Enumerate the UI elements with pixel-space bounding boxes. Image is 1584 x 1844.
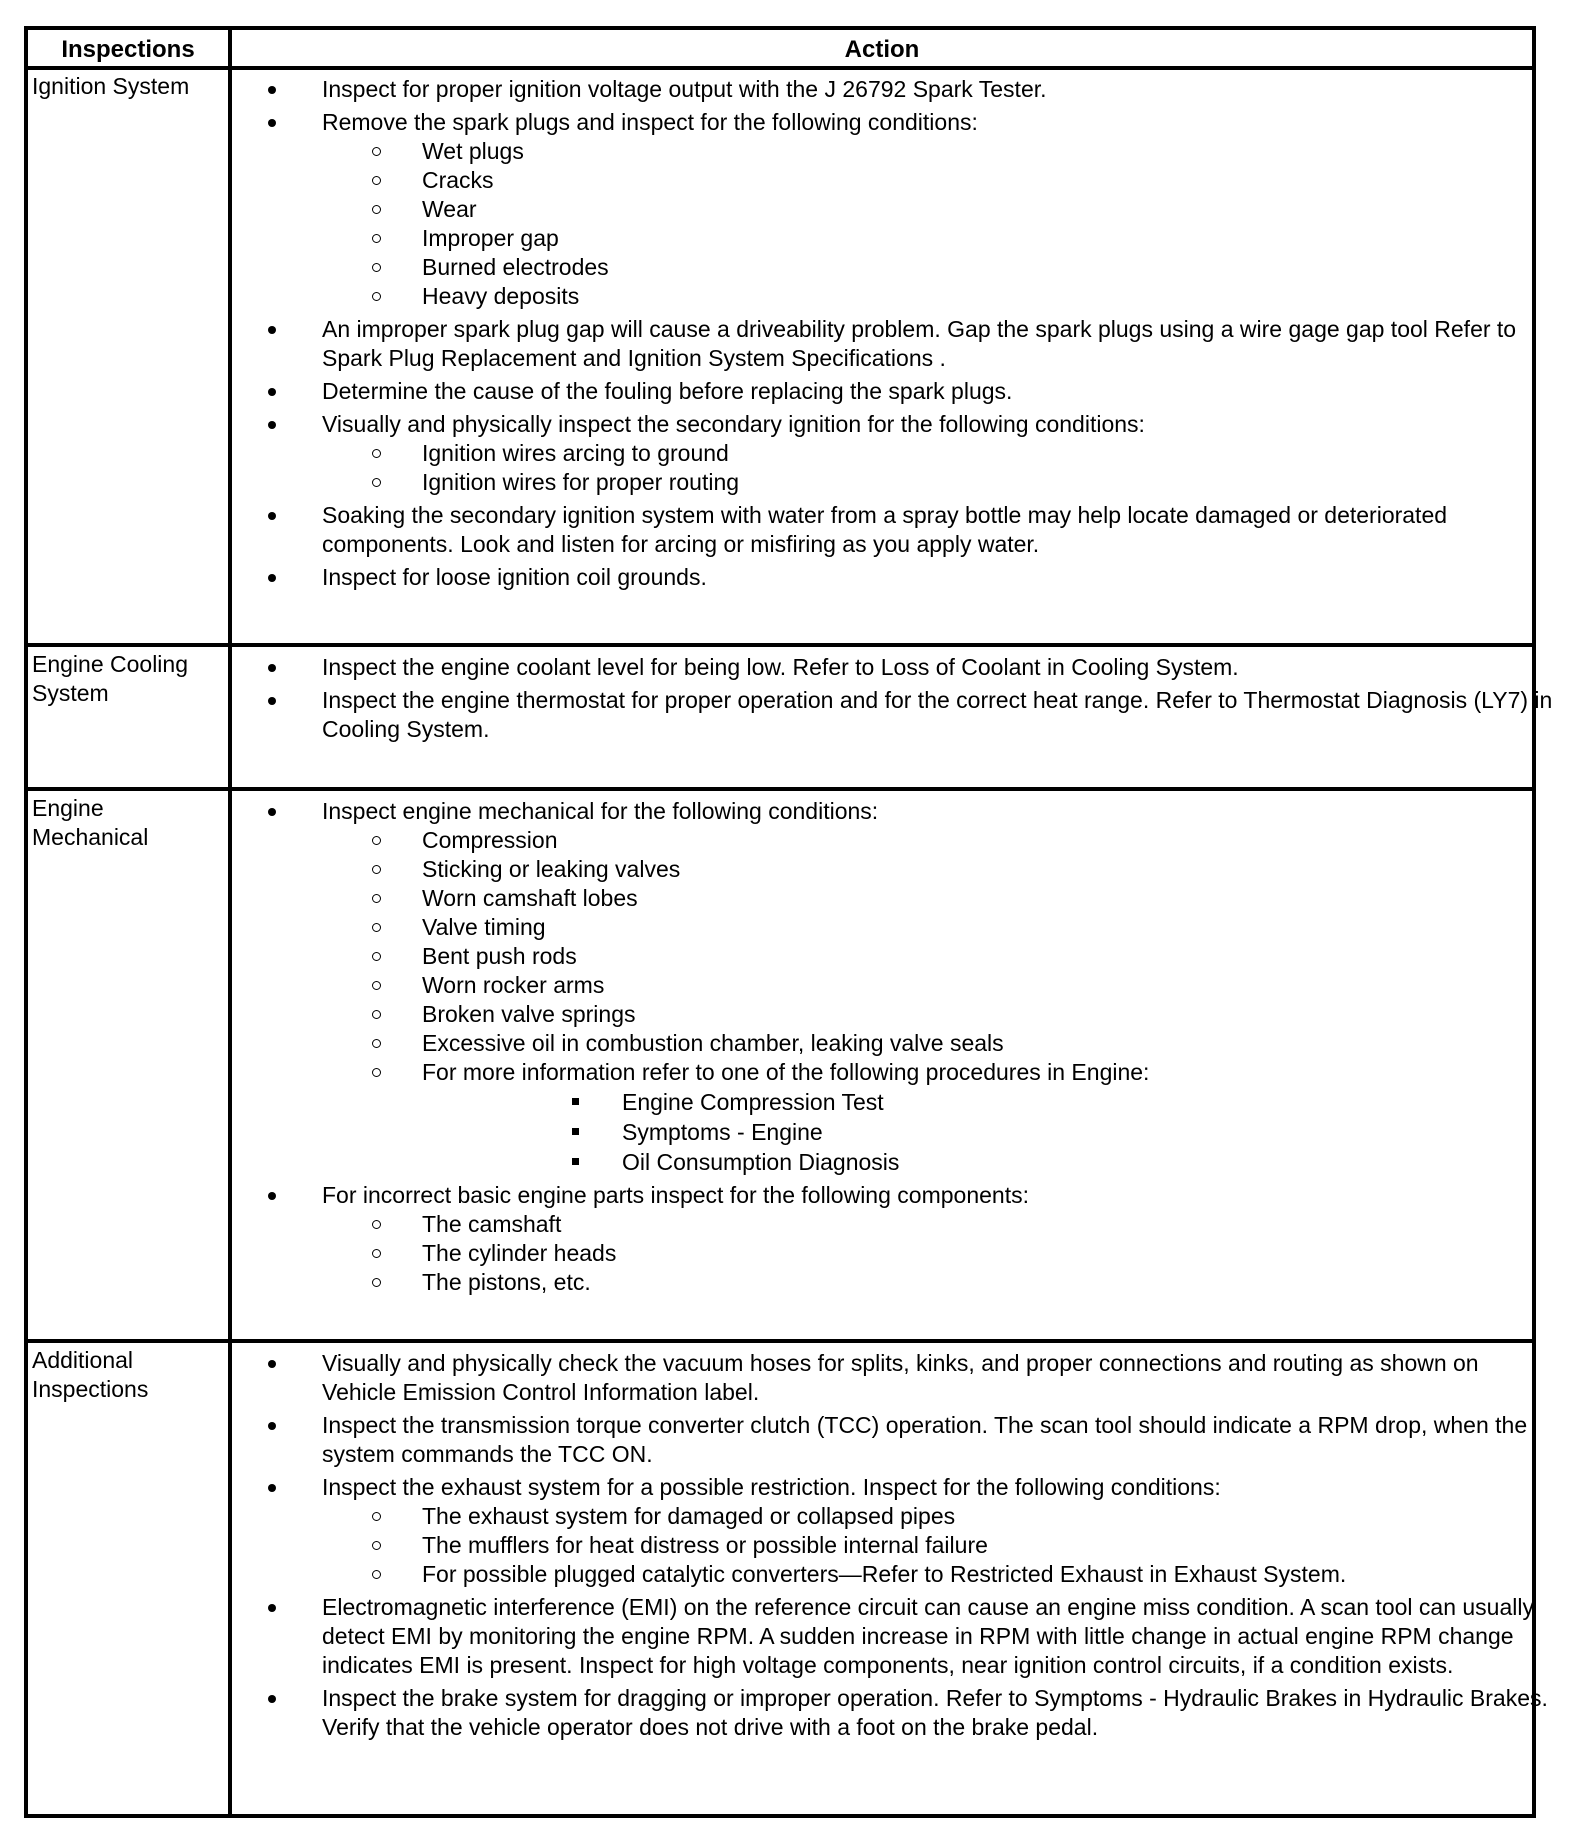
- list-item-text: Soaking the secondary ignition system with water from a spray bottle may help locate damaged or deteriorated components. Look and listen for arcing or misfiring as you apply water.: [322, 502, 1448, 557]
- circle-bullet-icon: [372, 1068, 381, 1077]
- circle-bullet-icon: [372, 1512, 381, 1521]
- list-item-text: An improper spark plug gap will cause a driveability problem. Gap the spark plugs using a wire gage gap tool Refer to Spark Plug Replacement and Ignition System Specifications .: [322, 316, 1517, 371]
- list-item: [322, 1239, 1558, 1268]
- list-item: [268, 410, 1558, 497]
- list-item: [322, 971, 1558, 1000]
- list-item-text: Inspect the brake system for dragging or improper operation. Refer to Symptoms - Hydraulic Brakes in Hydraulic Brakes. Verify that the vehicle operator does not drive with a foot on the brake pedal.: [322, 1685, 1548, 1740]
- list-item: [322, 855, 1558, 884]
- list-item: [322, 1000, 1558, 1029]
- bullet-icon: [268, 119, 276, 127]
- list-item: [268, 1593, 1558, 1680]
- list-item-text: Determine the cause of the fouling before replacing the spark plugs.: [322, 378, 1013, 404]
- list-item: [322, 282, 1558, 311]
- list-item: [268, 1473, 1558, 1589]
- list-item: [322, 826, 1558, 855]
- sub-list: [322, 826, 1558, 1177]
- circle-bullet-icon: [372, 923, 381, 932]
- list-item: [268, 1349, 1558, 1407]
- circle-bullet-icon: [372, 1541, 381, 1550]
- list-item-text: Wear: [422, 196, 477, 222]
- bullet-icon: [268, 512, 276, 520]
- column-divider: [228, 30, 232, 1814]
- action-cell: [268, 1349, 1558, 1746]
- list-item: [322, 253, 1558, 282]
- list-item-text: Visually and physically check the vacuum hoses for splits, kinks, and proper connections and routing as shown on Vehicle Emission Control Information label.: [322, 1350, 1479, 1405]
- list-item-text: Engine Compression Test: [622, 1089, 884, 1115]
- list-item: [322, 166, 1558, 195]
- bullet-list: [268, 653, 1558, 744]
- row-divider: [28, 787, 1532, 791]
- list-item: [268, 1181, 1558, 1297]
- list-item-text: Wet plugs: [422, 138, 524, 164]
- circle-bullet-icon: [372, 1039, 381, 1048]
- bullet-icon: [268, 1695, 276, 1703]
- list-item-text: Inspect the transmission torque converter clutch (TCC) operation. The scan tool should indicate a RPM drop, when the system commands the TCC ON.: [322, 1412, 1528, 1467]
- list-item: [268, 563, 1558, 592]
- list-item-text: Excessive oil in combustion chamber, leaking valve seals: [422, 1030, 1004, 1056]
- list-item-text: Cracks: [422, 167, 494, 193]
- bullet-icon: [268, 1604, 276, 1612]
- list-item-text: Ignition wires for proper routing: [422, 469, 740, 495]
- list-item: [268, 75, 1558, 104]
- circle-bullet-icon: [372, 1570, 381, 1579]
- circle-bullet-icon: [372, 894, 381, 903]
- bullet-icon: [268, 697, 276, 705]
- circle-bullet-icon: [372, 147, 381, 156]
- list-item: [268, 315, 1558, 373]
- sub-list: [322, 1502, 1558, 1589]
- row-divider: [28, 1339, 1532, 1343]
- list-item-text: Broken valve springs: [422, 1001, 636, 1027]
- bullet-icon: [268, 1422, 276, 1430]
- list-item: [422, 1117, 1558, 1147]
- circle-bullet-icon: [372, 234, 381, 243]
- action-cell: [268, 653, 1558, 748]
- row-divider: [28, 643, 1532, 647]
- square-bullet-icon: [572, 1128, 579, 1135]
- list-item-text: The mufflers for heat distress or possible internal failure: [422, 1532, 988, 1558]
- list-item-text: Visually and physically inspect the secondary ignition for the following conditions:: [322, 411, 1145, 437]
- list-item: [268, 1411, 1558, 1469]
- list-item: [322, 195, 1558, 224]
- circle-bullet-icon: [372, 952, 381, 961]
- header-inspections: Inspections: [61, 36, 195, 63]
- circle-bullet-icon: [372, 205, 381, 214]
- list-item: [322, 884, 1558, 913]
- list-item-text: Burned electrodes: [422, 254, 609, 280]
- list-item-text: Electromagnetic interference (EMI) on the reference circuit can cause an engine miss condition. A scan tool can usually detect EMI by monitoring the engine RPM. A sudden increase in RPM with little change in actual engine RPM change indicates EMI is present. Inspect for high voltage components, near ignition control circuits, if a condition exists.: [322, 1594, 1534, 1678]
- circle-bullet-icon: [372, 263, 381, 272]
- circle-bullet-icon: [372, 1249, 381, 1258]
- list-item-text: Bent push rods: [422, 943, 577, 969]
- list-item: [268, 686, 1558, 744]
- bullet-list: [268, 75, 1558, 592]
- bullet-icon: [268, 86, 276, 94]
- list-item-text: Inspect the engine thermostat for proper operation and for the correct heat range. Refer to Thermostat Diagnosis (LY7) in Cooling System.: [322, 687, 1553, 742]
- circle-bullet-icon: [372, 1220, 381, 1229]
- list-item-text: Inspect engine mechanical for the following conditions:: [322, 798, 879, 824]
- list-item: [322, 137, 1558, 166]
- list-item-text: Inspect the exhaust system for a possible restriction. Inspect for the following conditions:: [322, 1474, 1221, 1500]
- list-item: [322, 1502, 1558, 1531]
- square-bullet-icon: [572, 1158, 579, 1165]
- sub-list: [322, 137, 1558, 311]
- list-item-text: The cylinder heads: [422, 1240, 617, 1266]
- list-item-text: Worn camshaft lobes: [422, 885, 638, 911]
- list-item: [322, 1210, 1558, 1239]
- list-item-text: Inspect for proper ignition voltage output with the J 26792 Spark Tester.: [322, 76, 1047, 102]
- list-item-text: For more information refer to one of the following procedures in Engine:: [422, 1059, 1150, 1085]
- circle-bullet-icon: [372, 1010, 381, 1019]
- list-item-text: Improper gap: [422, 225, 559, 251]
- bullet-icon: [268, 808, 276, 816]
- circle-bullet-icon: [372, 836, 381, 845]
- list-item: [322, 439, 1558, 468]
- action-cell: [268, 797, 1558, 1301]
- bullet-list: [268, 797, 1558, 1297]
- list-item: [268, 377, 1558, 406]
- list-item-text: Inspect for loose ignition coil grounds.: [322, 564, 707, 590]
- inspection-table: [24, 26, 1553, 1818]
- category-cell: Ignition System: [32, 73, 190, 99]
- category-cell: Engine Mechanical: [32, 795, 149, 850]
- list-item: [268, 1684, 1558, 1742]
- list-item: [322, 1268, 1558, 1297]
- action-cell: [268, 75, 1558, 596]
- list-item: [268, 501, 1558, 559]
- circle-bullet-icon: [372, 449, 381, 458]
- list-item: [422, 1087, 1558, 1117]
- circle-bullet-icon: [372, 865, 381, 874]
- list-item-text: The exhaust system for damaged or collapsed pipes: [422, 1503, 956, 1529]
- list-item-text: Ignition wires arcing to ground: [422, 440, 729, 466]
- list-item: [322, 913, 1558, 942]
- list-item-text: Inspect the engine coolant level for being low. Refer to Loss of Coolant in Cooling System.: [322, 654, 1239, 680]
- list-item: [322, 942, 1558, 971]
- list-item: [422, 1147, 1558, 1177]
- list-item: [322, 1531, 1558, 1560]
- header-action: Action: [844, 36, 920, 63]
- list-item: [322, 468, 1558, 497]
- list-item: [268, 653, 1558, 682]
- bullet-icon: [268, 326, 276, 334]
- sub-sub-list: [422, 1087, 1558, 1177]
- list-item: [322, 1560, 1558, 1589]
- list-item-text: Sticking or leaking valves: [422, 856, 681, 882]
- list-item: [268, 797, 1558, 1177]
- circle-bullet-icon: [372, 981, 381, 990]
- bullet-icon: [268, 421, 276, 429]
- list-item: [322, 224, 1558, 253]
- circle-bullet-icon: [372, 1278, 381, 1287]
- bullet-icon: [268, 664, 276, 672]
- bullet-icon: [268, 1192, 276, 1200]
- list-item-text: Symptoms - Engine: [622, 1119, 823, 1145]
- square-bullet-icon: [572, 1098, 579, 1105]
- bullet-icon: [268, 1484, 276, 1492]
- list-item-text: Heavy deposits: [422, 283, 580, 309]
- category-cell: Engine Cooling System: [32, 651, 189, 706]
- sub-list: [322, 439, 1558, 497]
- list-item-text: The camshaft: [422, 1211, 562, 1237]
- bullet-icon: [268, 1360, 276, 1368]
- list-item-text: Worn rocker arms: [422, 972, 605, 998]
- bullet-icon: [268, 388, 276, 396]
- list-item-text: For incorrect basic engine parts inspect for the following components:: [322, 1182, 1029, 1208]
- list-item: [268, 108, 1558, 311]
- circle-bullet-icon: [372, 478, 381, 487]
- list-item-text: Oil Consumption Diagnosis: [622, 1149, 900, 1175]
- bullet-list: [268, 1349, 1558, 1742]
- list-item-text: Compression: [422, 827, 558, 853]
- list-item: [322, 1029, 1558, 1058]
- sub-list: [322, 1210, 1558, 1297]
- circle-bullet-icon: [372, 176, 381, 185]
- circle-bullet-icon: [372, 292, 381, 301]
- list-item-text: The pistons, etc.: [422, 1269, 591, 1295]
- bullet-icon: [268, 574, 276, 582]
- category-cell: Additional Inspections: [32, 1347, 149, 1402]
- list-item-text: Valve timing: [422, 914, 546, 940]
- list-item-text: Remove the spark plugs and inspect for the following conditions:: [322, 109, 978, 135]
- list-item: [322, 1058, 1558, 1177]
- list-item-text: For possible plugged catalytic converters—Refer to Restricted Exhaust in Exhaust System.: [422, 1561, 1347, 1587]
